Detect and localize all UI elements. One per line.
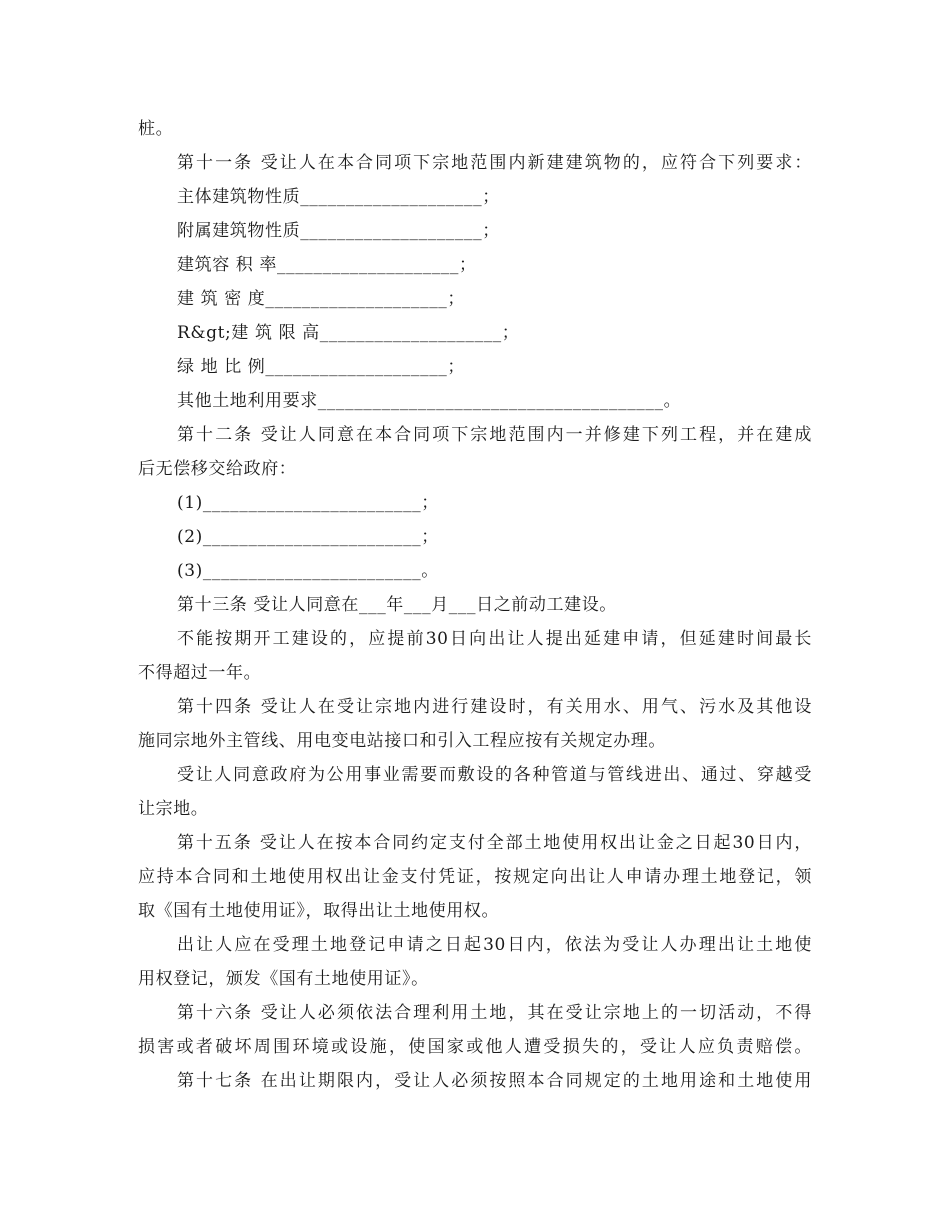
article-15-line-3: 取《国有土地使用证》，取得出让土地使用权。 (138, 901, 500, 921)
article-12-line-1: 第十二条 受让人同意在本合同项下宗地范围内一并修建下列工程，并在建成 (177, 425, 812, 445)
article-14-line-2: 施同宗地外主管线、用电变电站接口和引入工程应按有关规定办理。 (138, 731, 666, 751)
item-3-blank: (3)________________________。 (177, 561, 439, 581)
article-15-line-1: 第十五条 受让人在按本合同约定支付全部土地使用权出让金之日起30日内， (177, 833, 812, 853)
field-building-density: 建 筑 密 度____________________； (177, 289, 466, 309)
paragraph-line: 不能按期开工建设的，应提前30日向出让人提出延建申请，但延建时间最长 (177, 629, 812, 649)
article-15-line-2: 应持本合同和土地使用权出让金支付凭证，按规定向出让人申请办理土地登记，领 (138, 867, 812, 887)
paragraph-line: 让宗地。 (138, 799, 209, 819)
field-green-ratio: 绿 地 比 例____________________； (177, 357, 466, 377)
paragraph-line: 用权登记，颁发《国有土地使用证》。 (138, 969, 429, 989)
article-17-line-1: 第十七条 在出让期限内，受让人必须按照本合同规定的土地用途和土地使用 (177, 1071, 812, 1091)
article-13: 第十三条 受让人同意在___年___月___日之前动工建设。 (177, 595, 617, 615)
paragraph-line: 不得超过一年。 (138, 663, 262, 683)
field-other-land-use: 其他土地利用要求______________________________________。 (177, 391, 682, 411)
field-main-building-nature: 主体建筑物性质____________________； (177, 187, 500, 207)
field-floor-area-ratio: 建筑容 积 率____________________； (177, 255, 477, 275)
paragraph-line: 出让人应在受理土地登记申请之日起30日内，依法为受让人办理出让土地使 (177, 935, 812, 955)
item-1-blank: (1)________________________； (177, 493, 439, 513)
article-11-heading: 第十一条 受让人在本合同项下宗地范围内新建建筑物的，应符合下列要求： (177, 153, 812, 173)
paragraph-line: 受让人同意政府为公用事业需要而敷设的各种管道与管线进出、通过、穿越受 (177, 765, 812, 785)
text-line: 桩。 (138, 119, 174, 139)
field-ancillary-building-nature: 附属建筑物性质____________________； (177, 221, 500, 241)
article-16-line-2: 损害或者破坏周围环境或设施，使国家或他人遭受损失的，受让人应负责赔偿。 (138, 1037, 812, 1057)
article-12-line-2: 后无偿移交给政府： (138, 459, 297, 479)
article-14-line-1: 第十四条 受让人在受让宗地内进行建设时，有关用水、用气、污水及其他设 (177, 697, 812, 717)
item-2-blank: (2)________________________； (177, 527, 439, 547)
article-16-line-1: 第十六条 受让人必须依法合理利用土地，其在受让宗地上的一切活动，不得 (177, 1003, 812, 1023)
field-height-limit: R&gt;建 筑 限 高____________________； (177, 323, 520, 343)
